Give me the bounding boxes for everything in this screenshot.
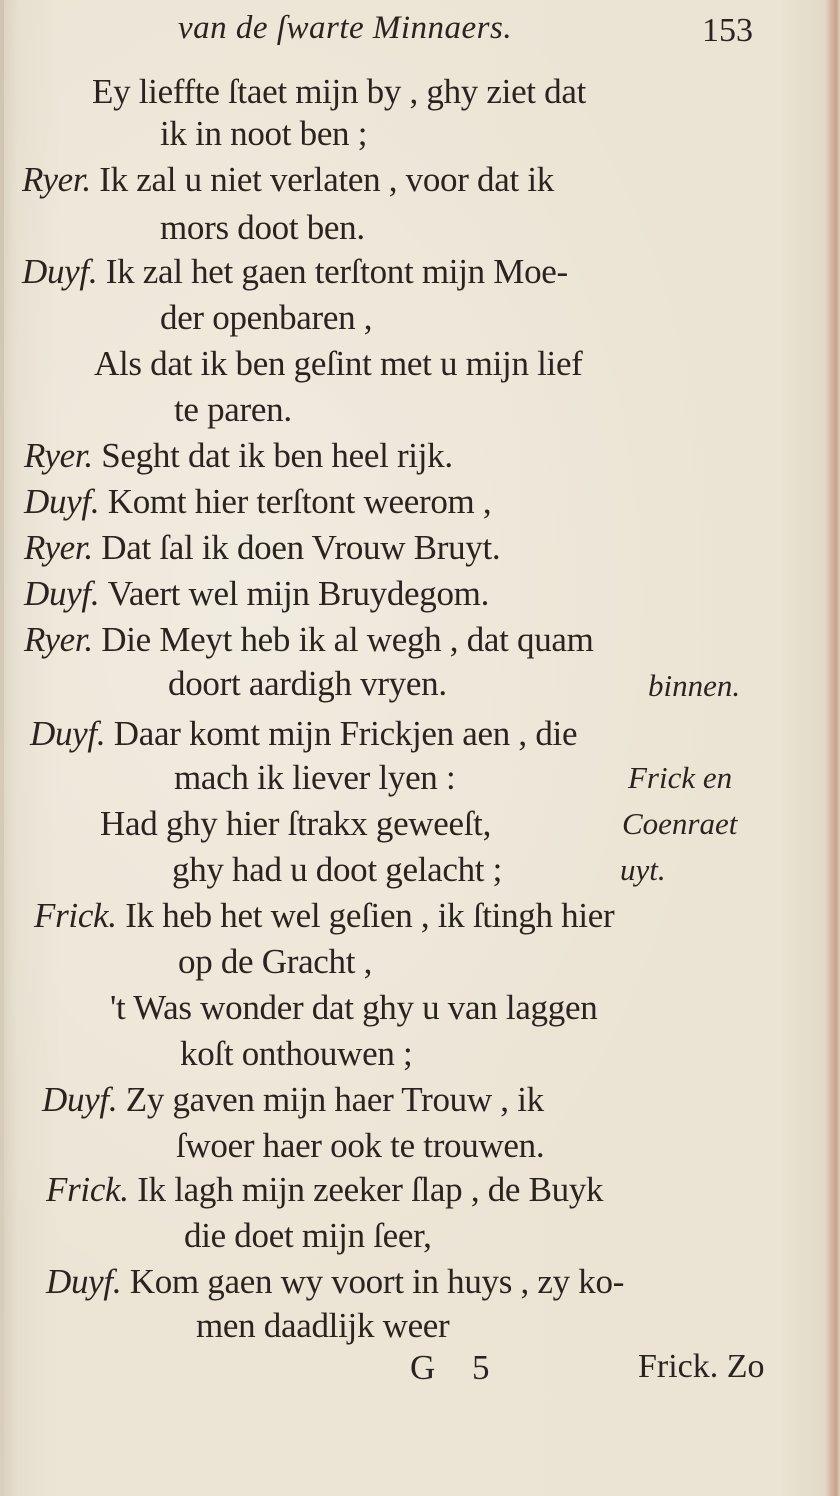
text-line [110, 988, 597, 1028]
text-line [24, 528, 500, 568]
speaker-name: Duyf. [42, 1080, 126, 1119]
speaker-name: Frick. [46, 1170, 138, 1209]
text-line [92, 72, 586, 112]
text-line [46, 1262, 624, 1302]
text-line [160, 298, 372, 338]
text-line [24, 436, 453, 476]
line-text: Seght dat ik ben heel rijk. [101, 436, 453, 475]
speaker-name: Duyf. [22, 252, 106, 291]
stage-direction: uyt. [620, 852, 666, 887]
line-text: Komt hier terſtont weerom , [107, 482, 492, 521]
text-line [22, 252, 568, 292]
line-text: Ik lagh mijn zeeker ſlap , de Buyk [137, 1170, 604, 1209]
line-text: Ik zal het gaen terſtont mijn Moe- [105, 252, 568, 291]
text-line [160, 114, 367, 154]
line-text: Ey lieffte ſtaet mijn by , ghy ziet dat [92, 72, 587, 111]
line-text: men daadlijk weer [196, 1306, 450, 1345]
line-text: ghy had u doot gelacht ; [172, 850, 503, 889]
text-line [42, 1080, 544, 1120]
line-text: Ik zal u niet verlaten , voor dat ik [99, 160, 554, 199]
text-line [174, 390, 292, 430]
text-line [176, 1126, 544, 1166]
speaker-name: Ryer. [24, 436, 102, 475]
stage-direction: Coenraet [622, 806, 738, 841]
speaker-name: Duyf. [24, 482, 108, 521]
text-line [196, 1306, 449, 1346]
text-line [24, 482, 491, 522]
line-text: Had ghy hier ſtrakx geweeſt, [100, 804, 492, 843]
line-text: Kom gaen wy voort in huys , zy ko- [129, 1262, 625, 1301]
text-line [24, 574, 489, 614]
text-line [160, 208, 365, 248]
line-text: koſt onthouwen ; [180, 1034, 413, 1073]
speaker-name: Frick. [34, 896, 126, 935]
line-text: Dat ſal ik doen Vrouw Bruyt. [101, 528, 501, 567]
page-gutter [0, 0, 4, 1496]
line-text: Ik heb het wel geſien , ik ſtingh hier [125, 896, 615, 935]
line-text: Daar komt mijn Frickjen aen , die [113, 714, 578, 753]
text-line [100, 804, 491, 844]
line-text: 't Was wonder dat ghy u van laggen [110, 988, 598, 1027]
text-line [180, 1034, 412, 1074]
text-line [174, 758, 455, 798]
text-line [168, 664, 447, 704]
text-line [184, 1216, 432, 1256]
running-title: van de ſwarte Minnaers. [178, 10, 513, 46]
speaker-name: Duyf. [46, 1262, 130, 1301]
catchword: Frick. Zo [638, 1348, 765, 1385]
stage-direction: binnen. [648, 668, 741, 703]
page-number: 153 [702, 12, 753, 49]
line-text: op de Gracht , [178, 942, 373, 981]
text-line [46, 1170, 603, 1210]
line-text: ik in noot ben ; [160, 114, 368, 153]
text-line [94, 344, 583, 384]
speaker-name: Duyf. [24, 574, 108, 613]
speaker-name: Duyf. [30, 714, 114, 753]
line-text: Zy gaven mijn haer Trouw , ik [125, 1080, 544, 1119]
line-text: mach ik liever lyen : [174, 758, 456, 797]
speaker-name: Ryer. [24, 620, 102, 659]
line-text: Als dat ik ben geſint met u mijn lief [94, 344, 583, 383]
speaker-name: Ryer. [22, 160, 100, 199]
text-line [24, 620, 594, 660]
line-text: Die Meyt heb ik al wegh , dat quam [101, 620, 594, 659]
text-line [34, 896, 614, 936]
line-text: ſwoer haer ook te trouwen. [176, 1126, 545, 1165]
line-text: doort aardigh vryen. [168, 664, 447, 703]
line-text: die doet mijn ſeer, [184, 1216, 432, 1255]
line-text: te paren. [174, 390, 292, 429]
stage-direction: Frick en [628, 760, 733, 795]
speaker-name: Ryer. [24, 528, 102, 567]
text-line [172, 850, 502, 890]
line-text: der openbaren , [160, 298, 373, 337]
text-line [30, 714, 577, 754]
text-line [178, 942, 372, 982]
line-text: Vaert wel mijn Bruydegom. [107, 574, 490, 613]
signature-mark: G 5 [410, 1348, 504, 1387]
text-line [22, 160, 554, 200]
line-text: mors doot ben. [160, 208, 365, 247]
